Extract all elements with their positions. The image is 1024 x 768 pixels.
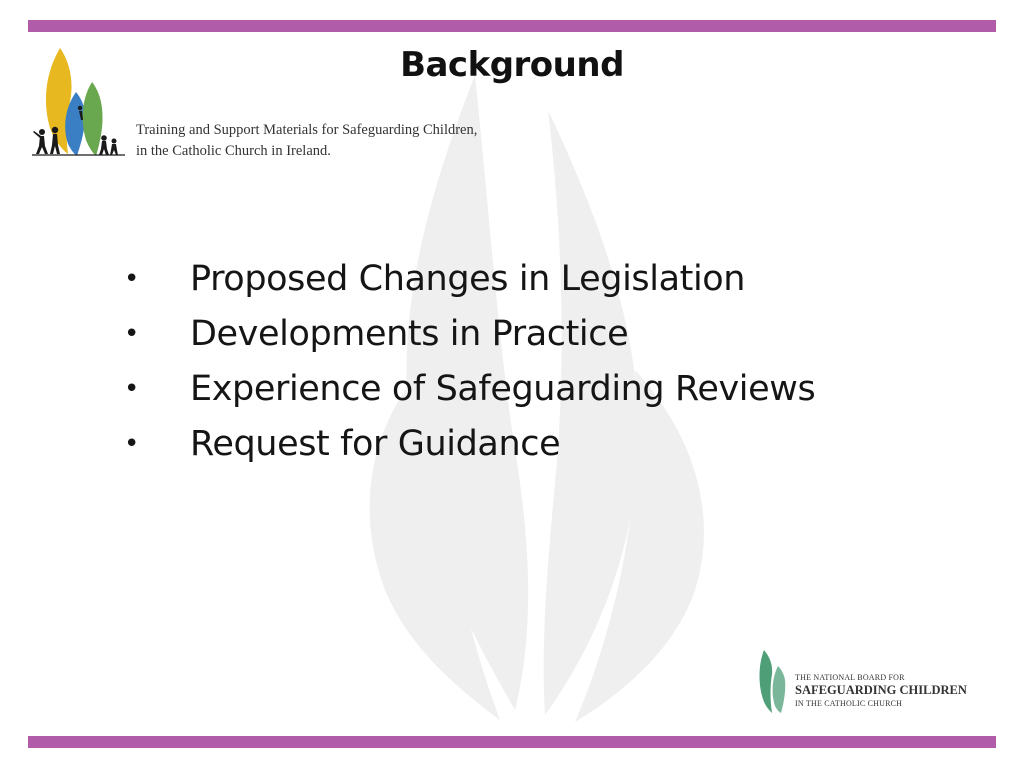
bullet-marker: • [124, 429, 140, 459]
bottom-accent-bar [28, 736, 996, 748]
flames-with-children-logo-icon [30, 46, 140, 158]
footer-organisation [795, 672, 967, 709]
bullet-marker: • [124, 374, 140, 404]
bullet-text: Experience of Safeguarding Reviews [190, 369, 816, 409]
bullet-item [118, 362, 815, 417]
bullet-text: Proposed Changes in Legislation [190, 259, 746, 299]
bullet-item [118, 417, 815, 472]
footer-line-2: SAFEGUARDING CHILDREN [795, 683, 967, 697]
bullet-marker: • [124, 264, 140, 294]
tagline-line-2: in the Catholic Church in Ireland. [136, 143, 331, 159]
tagline [136, 120, 477, 162]
top-accent-bar [28, 20, 996, 32]
green-flame-logo-icon [756, 648, 790, 714]
tagline-line-1: Training and Support Materials for Safeguarding Children, [136, 122, 478, 138]
bullet-item [118, 252, 815, 307]
bullet-list [118, 252, 815, 472]
slide-title: Background [400, 45, 624, 85]
footer-line-3: IN THE CATHOLIC CHURCH [795, 699, 903, 708]
bullet-item [118, 307, 815, 362]
bullet-text: Developments in Practice [190, 314, 629, 354]
footer-line-1: THE NATIONAL BOARD FOR [795, 673, 905, 682]
bullet-text: Request for Guidance [190, 424, 561, 464]
bullet-marker: • [124, 319, 140, 349]
